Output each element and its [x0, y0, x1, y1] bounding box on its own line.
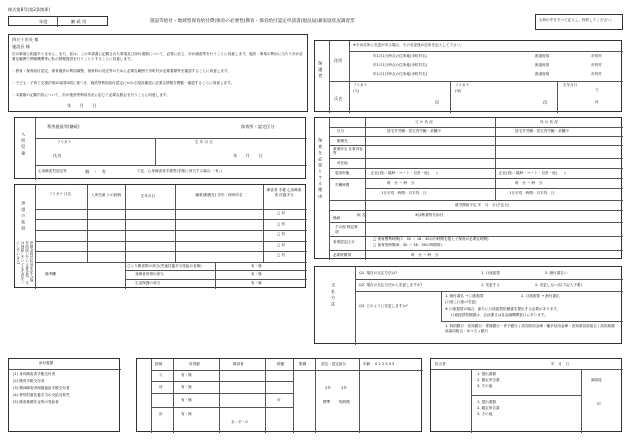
inspector-label: 調査員	[591, 378, 602, 382]
facility-use-label: 利用施設等(継続)	[47, 124, 80, 129]
q1-label: Q1. 現在の支払方法は?	[359, 271, 398, 275]
addressee: 四万十市長 様	[12, 37, 39, 42]
city-label-3: 市町村	[591, 72, 602, 76]
family-side-note: 世帯全員の状況を記入(現在同居している者全員、又は別居していても生計を一にしている人)	[16, 241, 34, 285]
address-label: 住所	[334, 58, 343, 63]
bank-list: 1. 四国銀行・高知銀行・愛媛銀行・伊予銀行 / 高知信用金庫・幡多信用金庫・高知県信用組合 / 高知県農協協同組合・ゆうちょ銀行	[445, 324, 615, 334]
child-section-label: 入所児童	[21, 132, 27, 157]
year-label: 年度	[39, 19, 48, 24]
care-row-label: 雇用形態	[335, 171, 350, 175]
q2-option-keep[interactable]: 2. 変更しない(以下記入不要)	[535, 283, 582, 287]
needed-time-label: 必要時間帯	[333, 253, 351, 257]
mother-employment[interactable]: 正社(員)・臨時・パート・自営・他( )	[499, 171, 566, 175]
work-start-note[interactable]: 就労開始予定 年 月 日(予定日)	[455, 203, 510, 207]
period-line-1: 年1月1日時点の住所地(市町村名)	[373, 54, 428, 58]
father-employment[interactable]: 正社(員)・臨時・パート・自営・他( )	[371, 171, 438, 175]
family-row-status[interactable]: □ 有	[277, 253, 286, 257]
care-section-label: 保育を必要とする理由	[318, 138, 324, 200]
mother-label: (母)	[455, 89, 462, 93]
doc-date[interactable]: 年 月 日	[551, 362, 569, 366]
checklist-item: (5) 障害基礎年金等の受給者	[13, 400, 59, 404]
address-note: ※予め住所に変更がある場合、その変更後の住所を記入して下さい。	[353, 43, 464, 47]
father-category[interactable]: 居宅外労働・居宅内労働・求職中	[387, 129, 441, 133]
father-label: (父)	[353, 89, 360, 93]
doc-panel	[430, 358, 622, 432]
label-short[interactable]: 短時間	[339, 400, 350, 404]
facility-addressee: 施設長 様	[12, 44, 31, 49]
q3-label: Q3. どのように変更しますか?	[359, 304, 408, 308]
grid-header: 階層	[299, 362, 307, 366]
doc-field: 2. 確定申告書	[477, 378, 500, 382]
grid-row-mark[interactable]: 有・無	[181, 398, 192, 402]
single-parent-value[interactable]: 有・無	[251, 264, 262, 268]
checklist-item: (2) 療育手帳交付者	[13, 379, 45, 383]
grid-header: 年齢	[363, 362, 371, 366]
period-line-2: 年1月1日時点の住所地(市町村名)	[373, 63, 428, 67]
doc-field: 1. 提出書類	[477, 400, 496, 404]
guardian-section-label: 保護者	[318, 61, 324, 80]
office-label: 担当者	[435, 362, 446, 366]
consent-line-3: ・本書類の記載内容について、市が施設等利用状況に応じて必要な照会を行うことに同意します。	[12, 93, 170, 97]
instruction-note	[535, 14, 623, 30]
single-parent-label: ひとり親世帯の該当(児童扶養手当受給の有無)	[127, 264, 202, 268]
col-relation: 入所児童 との続柄	[91, 193, 121, 197]
child-furigana-label: フリガナ	[57, 140, 72, 144]
disability-cert-label: 心身障害児認定等	[38, 169, 67, 173]
care-row-label: 区分	[337, 129, 345, 133]
care-row-label: 勤務先	[337, 139, 348, 143]
remarks-label: 備考欄	[45, 272, 56, 276]
other-notes-label: その他 特記事項	[335, 225, 358, 234]
name-label: 氏名	[334, 96, 343, 101]
q1-option-slip[interactable]: 2. 納付書払い	[545, 271, 568, 275]
q2-option-change[interactable]: 1. 変更する	[481, 283, 500, 287]
inspector-stamp: 印	[597, 402, 601, 406]
disabled-household-label: 身障者世帯の該当	[135, 272, 164, 276]
child-block	[14, 117, 306, 179]
furigana-father-label: フリガナ	[353, 83, 368, 87]
disease-label: 傷病	[333, 216, 341, 220]
q3-option-debit-to-slip[interactable]: 2. 口座振替 → 納付書払	[521, 294, 560, 298]
q3-option-account-change[interactable]: (口座こ口座の変更)	[445, 300, 477, 304]
mother-hours[interactable]: 時 分 〜 時 分	[515, 181, 543, 185]
pref-label-3: 都道府県	[535, 72, 550, 76]
grid-row-mark[interactable]: 有・無	[181, 373, 192, 377]
father-average[interactable]: 1日平均 時間・月平均 日	[381, 191, 427, 195]
q3-option-slip-to-debit[interactable]: 1. 納付書払 → 口座振替	[445, 294, 484, 298]
grid-header: 続柄	[155, 362, 163, 366]
fee-approval: 可	[277, 398, 281, 402]
declaration-text: 次の事項に相違ありません。また、私は、この申請書に記載された事項及び添付書類について、必要に応じ、市が調査等を行うことに同意します。施設・事業の利用に当たり市が必要な範囲で関係機関等に私の情報提供を行うこととすることに同意します。	[12, 52, 303, 62]
dob-label: 生年月日	[563, 83, 578, 87]
grid-row-relation: 母	[159, 385, 163, 389]
family-row-status[interactable]: □ 有	[277, 232, 286, 236]
guardian-block	[314, 40, 622, 112]
q1-option-debit[interactable]: 1. 口座振替	[481, 271, 500, 275]
child-dob-label: 生 年 月 日	[195, 140, 213, 144]
welfare-value[interactable]: 有・無	[251, 281, 262, 285]
grid-row-relation: 父	[159, 373, 163, 377]
family-row-status[interactable]: □ 有	[277, 222, 286, 226]
note-text: 太枠の中をすべて記入し、押印してください。	[539, 18, 615, 22]
city-label: 市町村	[591, 54, 602, 58]
checklist-title: 添付書類	[39, 361, 54, 365]
payment-note-1: ※ 口座振替の場合、新たに口座振替依頼書を提出する必要があります。	[445, 307, 561, 311]
consent-line-1: ・教育・保育給付認定、保育施設の利用調整、保育料の決定等のために必要な範囲で市町村が必要書類等を確認することに同意します。	[12, 69, 231, 73]
care-row-label: 所在地	[337, 161, 348, 165]
applicant-block	[8, 34, 308, 112]
child-name-label: 氏名	[53, 153, 62, 158]
col-occupation: 職業(勤務先) 学年・保育所名	[195, 193, 243, 197]
relation-father: 父	[595, 88, 599, 92]
pref-label-2: 都道府県	[535, 63, 550, 67]
grid-header: 所得割	[189, 362, 200, 366]
payment-block	[314, 266, 622, 344]
care-row-label: 労働時間	[335, 183, 350, 187]
mother-average[interactable]: 1日平均 時間・月平均 日	[509, 191, 555, 195]
doc-field: 3. その他	[477, 384, 493, 388]
child-dob-value[interactable]: 年 月 日	[233, 153, 263, 158]
father-hours[interactable]: 時 分 〜 時 分	[387, 181, 415, 185]
disabled-household-value[interactable]: 有・無	[251, 272, 262, 276]
grid-header: 障害者	[233, 362, 244, 366]
checklist-item: (1) 身体障害者手帳交付者	[13, 372, 56, 376]
grid-digits: 0 1 2 3 4 5	[375, 362, 395, 366]
welfare-label: 生活保護の該当	[135, 281, 161, 285]
payment-section-label: 支払方法	[331, 283, 337, 308]
checklist-block	[8, 358, 120, 432]
furigana-mother-label: フリガナ	[455, 83, 470, 87]
father-seal: 印	[435, 100, 440, 105]
short-time-option[interactable]: □ 保育短時間(8：30 〜 16：30の時間帯)	[373, 243, 442, 247]
total-grade[interactable]: 全・平・0	[231, 420, 248, 424]
doc-field: 3. その他	[477, 412, 493, 416]
header-year-box	[8, 16, 108, 26]
grid-header: 認定・認定區分	[321, 362, 347, 366]
pref-label: 都道府県	[535, 54, 550, 58]
care-row-label: 事業所名 仕事内容等	[333, 147, 363, 156]
col-dob: 生年月日	[140, 194, 156, 198]
family-section-label: 世帯の状況	[21, 201, 27, 232]
col-disability: 障害者 手帳 心身障害者 扶養手当	[266, 188, 302, 197]
desired-type-label: 希望認定区分	[333, 240, 355, 244]
family-block	[14, 184, 306, 288]
grid-row-relation: 計	[159, 412, 163, 416]
disability-cert-value[interactable]: 無 ・ 有	[85, 169, 106, 174]
standard-time-option[interactable]: □ 保育標準時間(7：30 〜 18：30の内時間を超えて保育が必要な時間)	[373, 237, 489, 241]
relation-mother: 母	[595, 100, 599, 104]
period-line-3: 年1月1日時点の住所地(市町村名)	[373, 72, 428, 76]
label-standard[interactable]: 標準	[323, 400, 331, 404]
grid-row-mark[interactable]: 有・無	[181, 412, 192, 416]
col-father-header: 父 の 状 況	[415, 120, 433, 124]
continuing-label: 継 続 用	[71, 19, 87, 24]
col-name: フリガナ 氏名	[48, 192, 72, 196]
disease-name-label: 病 名	[357, 213, 366, 217]
form-code: 様式第8号(第2条関係)	[8, 7, 51, 12]
cert-type-label: 保育所・認定区分	[241, 124, 275, 129]
application-date[interactable]: 年 月 日	[67, 103, 97, 108]
consent-line-2: ・子ども・子育て支援法第20条第3項に基づき、施設等利用給付認定にかかる現況確認に必要な情報を閲覧・確認することに同意します。	[12, 81, 235, 85]
grid-header: 税額	[277, 362, 285, 366]
grid-row-mark[interactable]: 有・無	[181, 385, 192, 389]
office-grid	[136, 358, 422, 432]
checklist-item: (3) 精神障害者保健福祉手帳交付者	[13, 386, 70, 390]
mother-seal: 印	[543, 100, 548, 105]
checklist-item: (4) 特別児童扶養手当の支給対象児	[13, 393, 70, 397]
doc-field: 1. 提出書類	[477, 372, 496, 376]
mother-category[interactable]: 居宅外労働・居宅内労働・求職中	[515, 129, 569, 133]
family-row-status[interactable]: □ 有	[277, 211, 286, 215]
col-mother-header: 母 の 状 況	[540, 120, 558, 124]
family-row-status[interactable]: □ 有	[277, 243, 286, 247]
payment-note-2: 口座振替依頼書は、会計課又は各金融機関窓口にあります。	[451, 313, 548, 317]
disability-cert-note: 下記、心身障害者手帳等(手帳に該当する場合:「有」)	[137, 169, 222, 173]
page-title: 施設等給付・地域型保育給付費(保育の必要性)教育・保育給付認定申請書(現況届)兼家庭状況調査票	[150, 19, 355, 24]
needed-time-value[interactable]: 時 分 〜 時 分	[411, 253, 439, 257]
doc-field: 2. 確定申告書	[477, 406, 500, 410]
category-2[interactable]: 2号	[325, 386, 331, 390]
q2-label: Q2. 現在の支払方法から変更しますか?	[359, 283, 423, 287]
illness-note: ※診断書等を添付	[415, 213, 444, 217]
care-block	[314, 117, 622, 259]
category-3[interactable]: 3号	[341, 386, 347, 390]
city-label-2: 市町村	[591, 63, 602, 67]
